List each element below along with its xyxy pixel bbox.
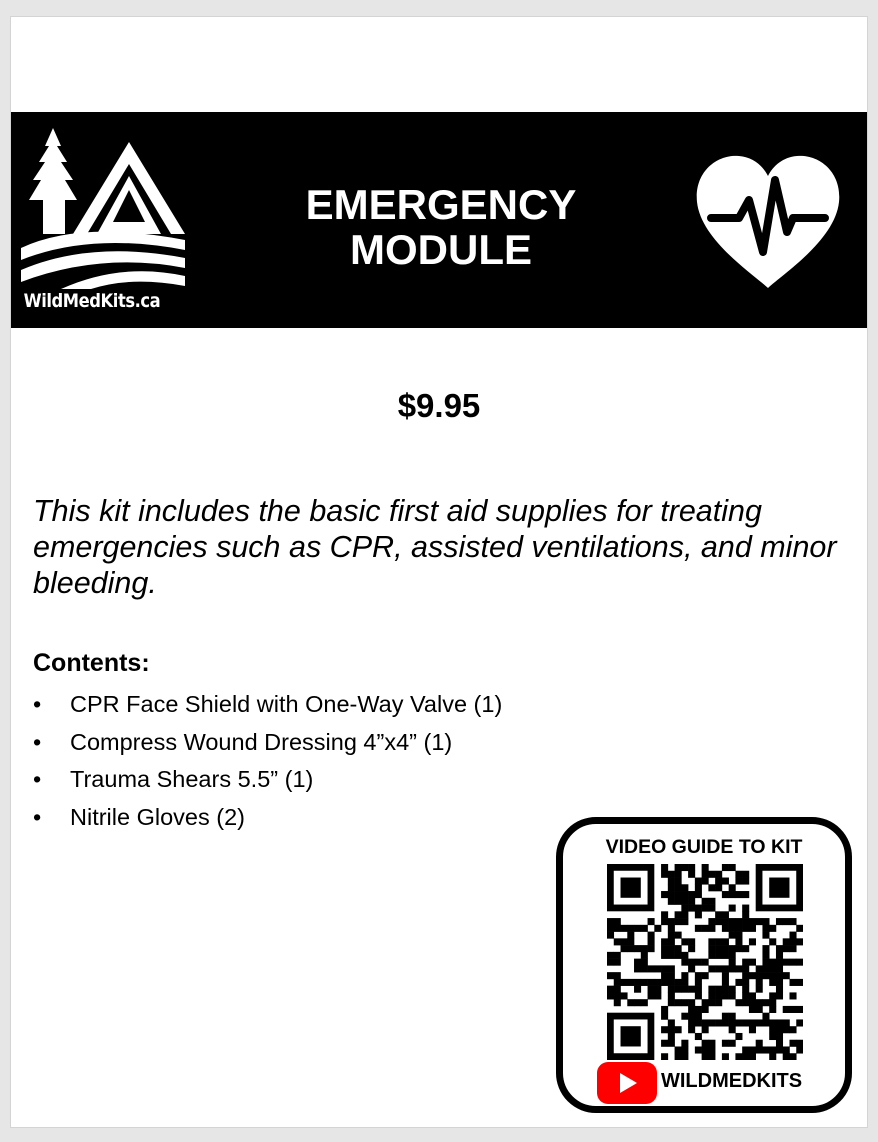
price: $9.95 xyxy=(397,387,481,424)
list-item: • Compress Wound Dressing 4”x4” (1) xyxy=(33,727,673,765)
product-label-page xyxy=(10,16,868,1128)
mountain-tree-logo-icon xyxy=(21,124,186,289)
contents-list xyxy=(33,689,673,839)
header-banner xyxy=(11,112,867,328)
video-guide-card[interactable] xyxy=(556,817,852,1113)
list-item: • Nitrile Gloves (2) xyxy=(33,802,673,840)
brand-logo xyxy=(21,124,191,316)
heart-pulse-icon xyxy=(693,152,843,292)
module-title xyxy=(241,182,641,272)
youtube-channel-label[interactable]: WILDMEDKITS xyxy=(661,1070,803,1092)
list-item: • CPR Face Shield with One-Way Valve (1) xyxy=(33,689,673,727)
module-title-line1: EMERGENCY xyxy=(305,181,577,228)
qr-code-icon[interactable] xyxy=(607,864,803,1060)
kit-description: This kit includes the basic first aid supplies for treating emergencies such as CPR, assisted ventilations, and minor bleeding. xyxy=(33,494,837,600)
video-guide-heading: VIDEO GUIDE TO KIT xyxy=(605,836,803,858)
module-title-line2: MODULE xyxy=(350,226,532,273)
brand-wordmark: WildMedKits.ca xyxy=(23,290,161,312)
list-item: • Trauma Shears 5.5” (1) xyxy=(33,764,673,802)
youtube-play-icon[interactable] xyxy=(597,1062,657,1104)
contents-heading: Contents: xyxy=(33,649,150,677)
